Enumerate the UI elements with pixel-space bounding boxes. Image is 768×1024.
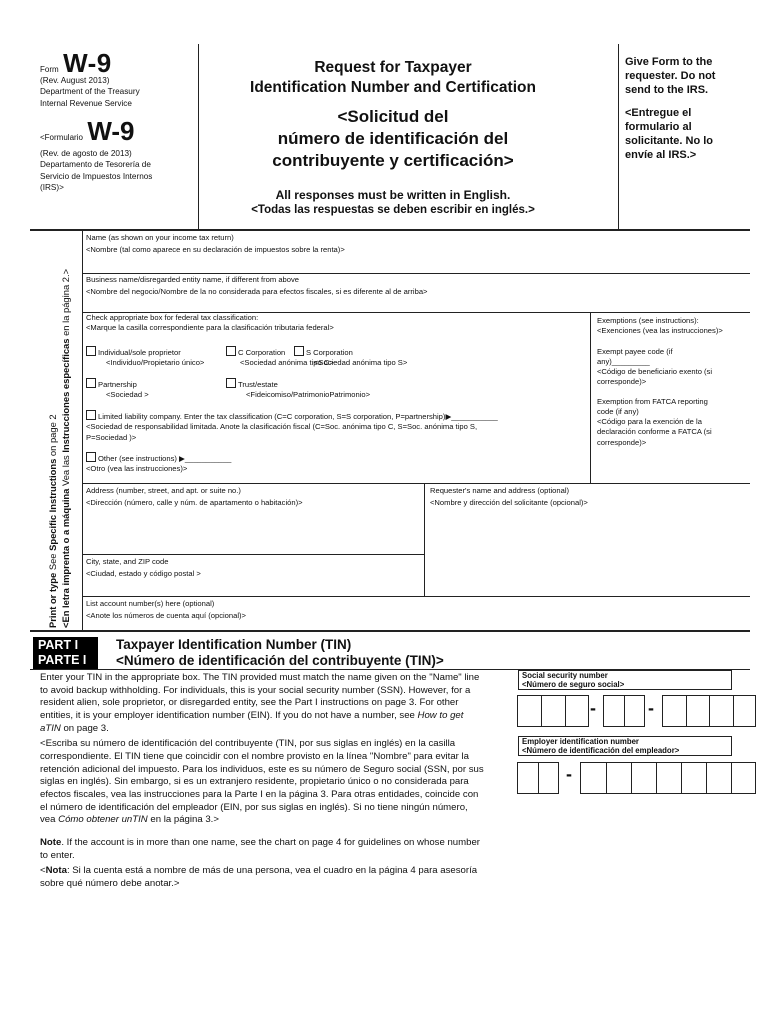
business-name-field[interactable]	[86, 275, 746, 313]
note-label-es: Nota	[45, 865, 67, 877]
business-label: Business name/disregarded entity name, if different from above	[86, 275, 300, 284]
rule-after-city	[82, 596, 750, 597]
trust-label: Trust/estate	[238, 380, 278, 389]
classification-label-es: <Marque la casilla correspondiente para la clasificación tributaria federal>	[86, 323, 334, 333]
rule-after-name	[82, 273, 750, 274]
part1-title: Taxpayer Identification Number (TIN)	[116, 637, 352, 652]
exemptions-divider	[590, 312, 591, 484]
partnership-checkbox[interactable]	[86, 378, 96, 388]
give-form-es-line2: formulario al	[625, 121, 692, 133]
side-specific-instructions-es: Instrucciones específicas	[60, 338, 71, 453]
requester-field[interactable]	[430, 486, 748, 594]
note-label: Note	[40, 836, 62, 848]
llc-label-es-2: P=Sociedad )>	[86, 432, 137, 442]
agency: Internal Revenue Service	[40, 98, 132, 108]
form-number-es: W-9	[87, 116, 135, 146]
address-label-es: <Dirección (número, calle y núm. de apartamento o habitación)>	[86, 498, 303, 508]
revision-date-es: (Rev. de agosto de 2013)	[40, 149, 132, 158]
arrow-right-icon: ▶	[445, 412, 452, 421]
rule-after-address	[82, 554, 424, 555]
agency-es: Servicio de Impuestos Internos	[40, 171, 153, 181]
side-print-type: Print or type	[47, 572, 58, 628]
fatca-label-2: code (if any)	[597, 406, 639, 416]
ein-label-box	[518, 736, 732, 756]
how-to-get-tin-link-es[interactable]: Cómo obtener unTIN	[58, 814, 148, 826]
partnership-label-es: <Sociedad >	[106, 390, 149, 400]
account-label: List account number(s) here (optional)	[86, 599, 215, 608]
exempt-payee-label: Exempt payee code (if	[597, 346, 673, 356]
ssn-label-box	[518, 670, 732, 690]
give-form-line1: Give Form to the	[625, 56, 713, 68]
form-label-es: <Formulario	[40, 133, 83, 142]
ssn-area-input[interactable]	[517, 695, 589, 727]
c-corp-label: C Corporation	[238, 348, 286, 357]
header-divider-left	[198, 44, 199, 230]
s-corp-label: S Corporation	[306, 348, 353, 357]
exemptions-box	[597, 316, 747, 448]
city-field[interactable]	[86, 557, 416, 595]
ein-dash: -	[566, 764, 572, 784]
s-corp-checkbox[interactable]	[294, 346, 304, 356]
part1-badge	[33, 637, 98, 669]
account-field[interactable]	[86, 599, 746, 629]
note-text: . If the account is in more than one name, see the chart on page 4 for guidelines on whose number to enter.	[40, 836, 480, 861]
ssn-serial-input[interactable]	[662, 695, 756, 727]
form-label: Form	[40, 65, 59, 74]
c-corp-label-es: <Sociedad anónima tipo C>	[240, 358, 334, 368]
llc-label-es: <Sociedad de responsabilidad limitada. Anote la clasificación fiscal (C=Soc. anónima tipo C, S=Soc. anónima tipo S,	[86, 422, 478, 432]
address-field[interactable]	[86, 486, 416, 554]
s-corp-label-es: <Sociedad anónima tipo S>	[314, 358, 408, 368]
exemptions-label-es: <Exenciones (vea las instrucciones)>	[597, 326, 723, 336]
other-label-es: <Otro (vea las instrucciones)>	[86, 464, 188, 474]
rule-before-part1	[30, 630, 750, 632]
give-form-es-line1: <Entregue el	[625, 107, 692, 120]
english-notice-es: <Todas las respuestas se deben escribir en inglés.>	[251, 203, 535, 216]
part1-title-es: <Número de identificación del contribuyente (TIN)>	[116, 653, 444, 668]
fatca-label-es-3: corresponde)>	[597, 437, 647, 447]
ein-prefix-input[interactable]	[517, 762, 559, 794]
department: Department of the Treasury	[40, 87, 140, 97]
llc-checkbox[interactable]	[86, 410, 96, 420]
form-title-es: <Solicitud del	[337, 107, 449, 127]
header-bottom-rule	[30, 229, 750, 231]
side-print-type-es: <En letra imprenta o a máquina	[60, 488, 71, 628]
tin-instructions: Enter your TIN in the appropriate box. The TIN provided must match the name given on the "Name" line to avoid backup withholding. For individuals, this is your social security number (SSN). However, for a resident alien, sole proprietor, or disregarded entity, see the Part I instructions on page 3. For other entities, it is your employer identification number (EIN). If you do not have a number, see How to get aTIN on page 3. <Escriba su número de identificación del contribuyente (TIN, por sus siglas en inglés) en la casilla correspondiente. El TIN tiene que coincidir con el nombre provisto en la línea "Nombre" para evitar la retención adicional del impuesto. Para los individuos, este es su número de Seguro social (SSN, por sus siglas en inglés). Sin embargo, si es un extranjero residente, propietario único o no considerada para efectos fiscales, vea las instrucciones para la Parte I en la página 3. Para otras entidades, coincide con el número de identificación del empleador (EIN, por sus siglas en inglés). Si no tiene ningún número, vea Cómo obtener unTIN en la página 3.> Note. If the account is in more than one name, see the chart on page 4 for guidelines on whose number to enter. <Nota: Si la cuenta está a nombre de más de una persona, vea el cuadro en la página 4 para asesoría sobre qué número debe anotar.>	[40, 672, 484, 889]
note-text-es: : Si la cuenta está a nombre de más de una persona, vea el cuadro en la página 4 para asesoría sobre qué número debe anotar.>	[40, 865, 478, 889]
individual-checkbox[interactable]	[86, 346, 96, 356]
form-header	[0, 0, 768, 230]
part1-label-es: PARTE I	[38, 653, 87, 667]
other-checkbox[interactable]	[86, 452, 96, 462]
address-label: Address (number, street, and apt. or suite no.)	[86, 486, 241, 495]
form-title-es-line3: contribuyente y certificación>	[272, 151, 514, 171]
ssn-label-es: <Número de seguro social>	[522, 679, 625, 689]
other-input[interactable]: ___________	[184, 454, 232, 463]
exempt-payee-input[interactable]: any)_________	[597, 356, 650, 366]
trust-label-es: <Fideicomiso/PatrimonioPatrimonio>	[246, 390, 371, 400]
ein-label: Employer identification number	[522, 737, 639, 746]
form-title-es-line2: número de identificación del	[277, 129, 509, 149]
account-label-es: <Anote los números de cuenta aquí (opcional)>	[86, 611, 246, 621]
rule-after-classification	[82, 483, 750, 484]
fields-left-rule	[82, 230, 83, 630]
department-es: Departamento de Tesorería de	[40, 160, 151, 170]
revision-date: (Rev. August 2013)	[40, 76, 110, 85]
c-corp-checkbox[interactable]	[226, 346, 236, 356]
ein-label-es: <Número de identificación del empleador>	[522, 745, 680, 755]
side-specific-instructions: Specific Instructions	[47, 458, 58, 551]
give-form-line3: send to the IRS.	[625, 83, 709, 96]
requester-label: Requester's name and address (optional)	[430, 486, 570, 495]
form-title: Request for Taxpayer	[314, 59, 472, 76]
agency-es-abbr: (IRS)>	[40, 183, 64, 193]
english-notice: All responses must be written in English.	[275, 187, 511, 202]
individual-label: Individual/sole proprietor	[98, 348, 181, 357]
trust-checkbox[interactable]	[226, 378, 236, 388]
give-form-es-line3: solicitante. No lo	[625, 134, 714, 147]
fatca-label: Exemption from FATCA reporting	[597, 396, 708, 406]
exempt-payee-label-es: <Código de beneficiario exento (si	[597, 367, 713, 376]
individual-label-es: <Individuo/Propietario único>	[106, 358, 205, 368]
give-form-es-line4: envíe al IRS.>	[625, 148, 697, 161]
name-field[interactable]	[86, 233, 746, 273]
tin-instructions-en: Enter your TIN in the appropriate box. The TIN provided must match the name given on the "Name" line to avoid backup withholding. For individuals, this is your social security number (SSN). However, for a resident alien, sole proprietor, or disregarded entity, see the Part I instructions on page 3. For other entities, it is your employer identification number (EIN). If you do not have a number, see	[40, 672, 480, 721]
exempt-payee-label-es-2: corresponde)>	[597, 377, 647, 387]
ssn-group-input[interactable]	[603, 695, 645, 727]
name-label-es: <Nombre (tal como aparece en su declaración de impuestos sobre la renta)>	[86, 245, 345, 255]
requester-label-es: <Nombre y dirección del solicitante (opcional)>	[430, 498, 588, 508]
form-number: W-9	[63, 48, 112, 78]
city-label: City, state, and ZIP code	[86, 557, 169, 566]
arrow-right-icon: ▶	[179, 454, 185, 463]
how-to-get-tin-link[interactable]: How to get aTIN	[40, 709, 464, 734]
llc-classification-input[interactable]: ___________	[451, 412, 498, 421]
fatca-label-es-2: declaración conforme a FATCA (si	[597, 427, 712, 437]
give-form-line2: requester. Do not	[625, 69, 716, 82]
fatca-label-es: <Código para la exención de la	[597, 417, 702, 426]
ssn-dash-2: -	[648, 698, 654, 718]
ein-suffix-input[interactable]	[580, 762, 756, 794]
llc-label: Limited liability company. Enter the tax classification (C=C corporation, S=S corporation, P=partnership)	[98, 412, 446, 421]
city-label-es: <Ciudad, estado y código postal >	[86, 569, 201, 579]
exemptions-label: Exemptions (see instructions):	[597, 316, 699, 325]
other-label: Other (see instructions)	[98, 454, 177, 463]
ssn-dash-1: -	[590, 698, 596, 718]
requester-divider	[424, 483, 425, 596]
tin-instructions-es: <Escriba su número de identificación del contribuyente (TIN, por sus siglas en inglés) en la casilla correspondiente. El TIN tiene que coincidir con el nombre provisto en la línea "Nombre" para evitar la retención adicional del impuesto. Para los individuos, este es su número de Seguro social (SSN, por sus siglas en inglés). Sin embargo, si es un extranjero residente, propietario único o no considerada para efectos fiscales, vea las instrucciones para la Parte I en la página 3. Para otras entidades, coincide con el número de identificación del empleador (EIN, por sus siglas en inglés). Si no tiene ningún número, vea	[40, 738, 484, 826]
business-label-es: <Nombre del negocio/Nombre de la no considerada para efectos fiscales, si es diferente al de arriba>	[86, 287, 428, 297]
partnership-label: Partnership	[98, 380, 137, 389]
ssn-label: Social security number	[522, 671, 608, 680]
classification-label: Check appropriate box for federal tax classification:	[86, 313, 259, 322]
name-label: Name (as shown on your income tax return)	[86, 233, 234, 242]
side-instructions: Print or type See Specific Instructions on page 2 <En letra imprenta o a máquina Vea las Instrucciones específicas en la página 2.>	[47, 268, 71, 628]
form-title-line2: Identification Number and Certification	[250, 79, 536, 97]
header-divider-right	[618, 44, 619, 230]
part1-label: PART I	[38, 638, 79, 652]
